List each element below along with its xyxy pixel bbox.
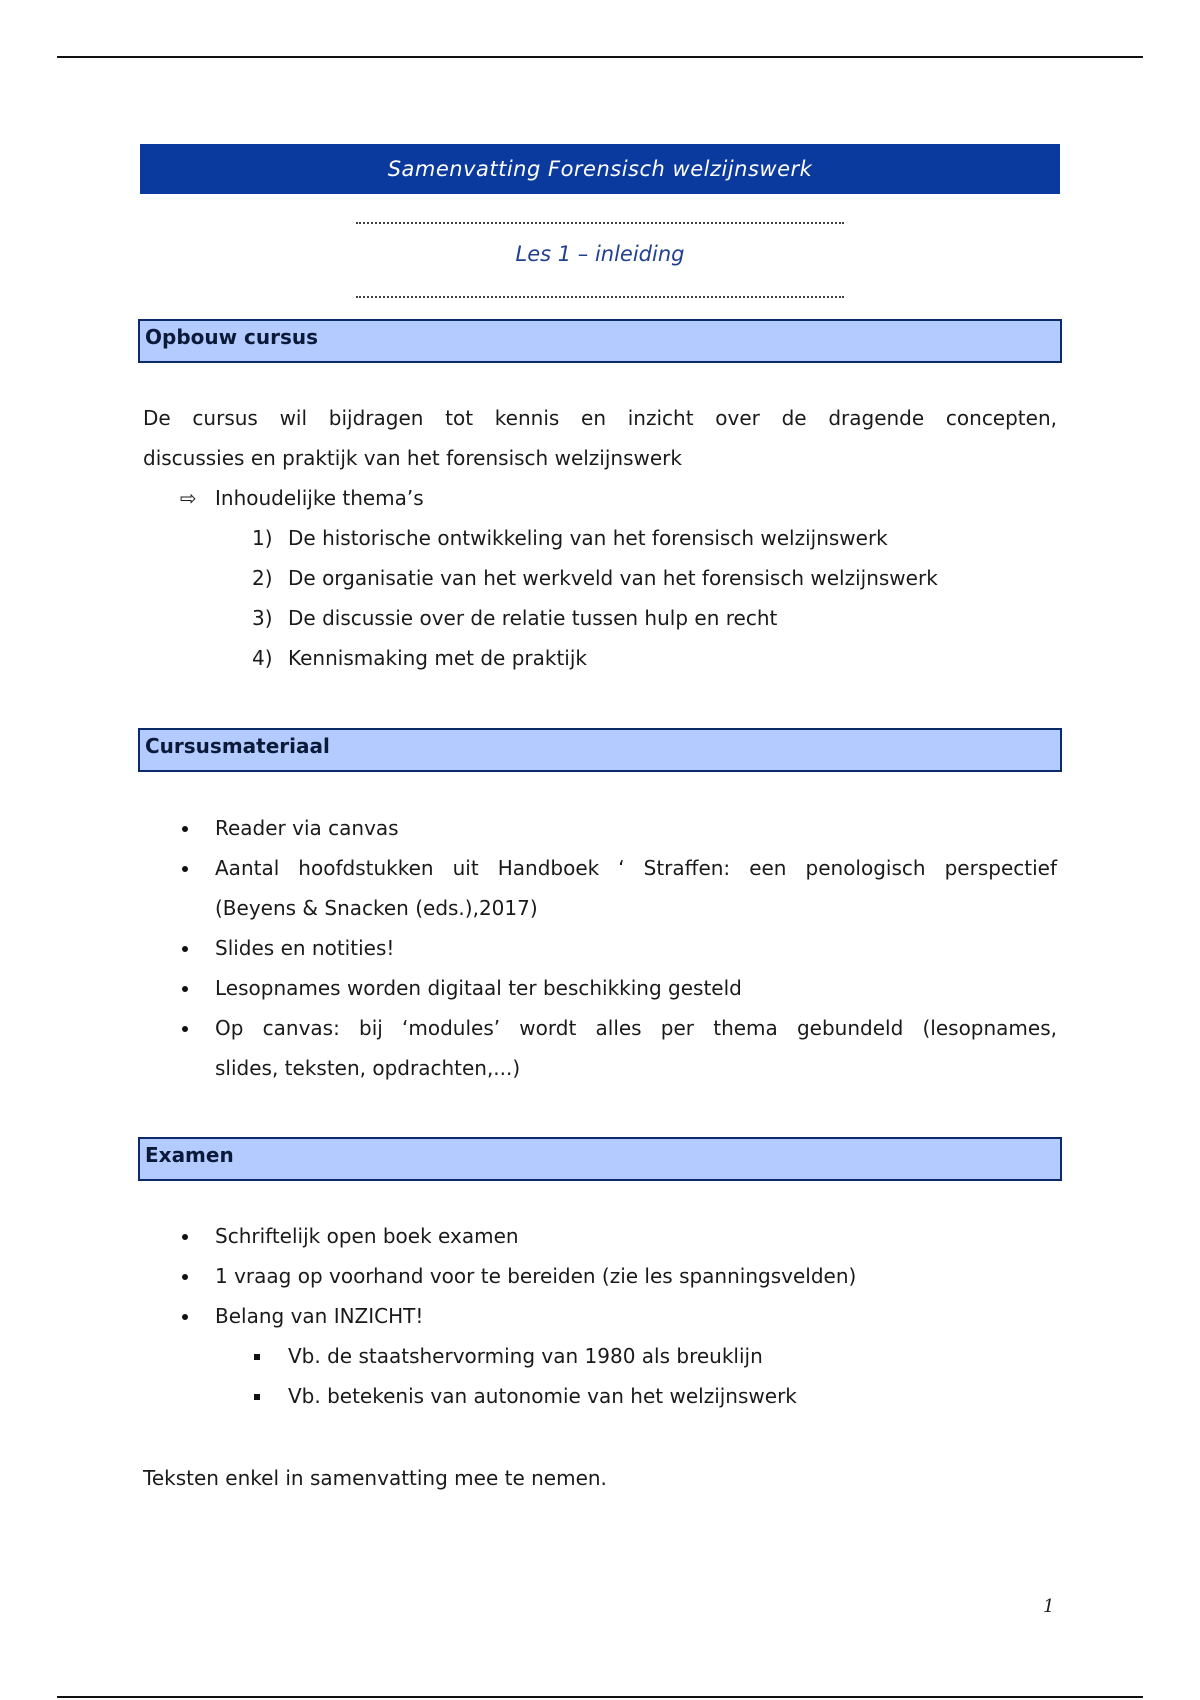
- theme-number: 3): [252, 606, 273, 630]
- dotted-divider-bottom: [356, 296, 844, 298]
- list-item: Reader via canvas: [215, 816, 399, 840]
- closing-note: Teksten enkel in samenvatting mee te nemen.: [143, 1466, 607, 1490]
- bullet-icon: [182, 1314, 188, 1320]
- lesson-subtitle: Les 1 – inleiding: [515, 242, 685, 266]
- bullet-icon: [182, 1274, 188, 1280]
- bullet-icon: [182, 946, 188, 952]
- bullet-icon: [182, 866, 188, 872]
- bullet-icon: [182, 826, 188, 832]
- bullet-icon: [182, 1234, 188, 1240]
- list-item: Lesopnames worden digitaal ter beschikking gesteld: [215, 976, 742, 1000]
- square-bullet-icon: [254, 1394, 260, 1400]
- sub-list-item: Vb. betekenis van autonomie van het welzijnswerk: [288, 1384, 797, 1408]
- theme-number: 4): [252, 646, 273, 670]
- arrow-icon: ⇨: [180, 486, 197, 510]
- section-heading-examen: Examen: [138, 1137, 1062, 1181]
- list-item-continuation: slides, teksten, opdrachten,...): [215, 1056, 521, 1080]
- list-item-continuation: (Beyens & Snacken (eds.),2017): [215, 896, 538, 920]
- square-bullet-icon: [254, 1354, 260, 1360]
- theme-item: De historische ontwikkeling van het forensisch welzijnswerk: [288, 526, 888, 550]
- title-banner: [140, 144, 1060, 194]
- bottom-rule: [57, 1696, 1143, 1698]
- list-item: Schriftelijk open boek examen: [215, 1224, 519, 1248]
- theme-number: 2): [252, 566, 273, 590]
- bullet-icon: [182, 986, 188, 992]
- intro-line-1: De cursus wil bijdragen tot kennis en inzicht over de dragende concepten,: [143, 406, 1057, 430]
- theme-item: De organisatie van het werkveld van het forensisch welzijnswerk: [288, 566, 938, 590]
- top-rule: [57, 56, 1143, 58]
- page-number: 1: [1043, 1596, 1055, 1617]
- list-item: Op canvas: bij ‘modules’ wordt alles per thema gebundeld (lesopnames,: [215, 1016, 1057, 1040]
- theme-item: De discussie over de relatie tussen hulp en recht: [288, 606, 778, 630]
- section-heading-opbouw: Opbouw cursus: [138, 319, 1062, 363]
- list-item: Belang van INZICHT!: [215, 1304, 424, 1328]
- dotted-divider-top: [356, 222, 844, 224]
- theme-item: Kennismaking met de praktijk: [288, 646, 587, 670]
- list-item: Slides en notities!: [215, 936, 395, 960]
- themes-label: Inhoudelijke thema’s: [215, 486, 424, 510]
- list-item: 1 vraag op voorhand voor te bereiden (zie les spanningsvelden): [215, 1264, 857, 1288]
- theme-number: 1): [252, 526, 273, 550]
- intro-line-2: discussies en praktijk van het forensisch welzijnswerk: [143, 446, 682, 470]
- bullet-icon: [182, 1026, 188, 1032]
- sub-list-item: Vb. de staatshervorming van 1980 als breuklijn: [288, 1344, 763, 1368]
- document-title: Samenvatting Forensisch welzijnswerk: [387, 157, 813, 181]
- list-item: Aantal hoofdstukken uit Handboek ‘ Straffen: een penologisch perspectief: [215, 856, 1057, 880]
- section-heading-cursusmateriaal: Cursusmateriaal: [138, 728, 1062, 772]
